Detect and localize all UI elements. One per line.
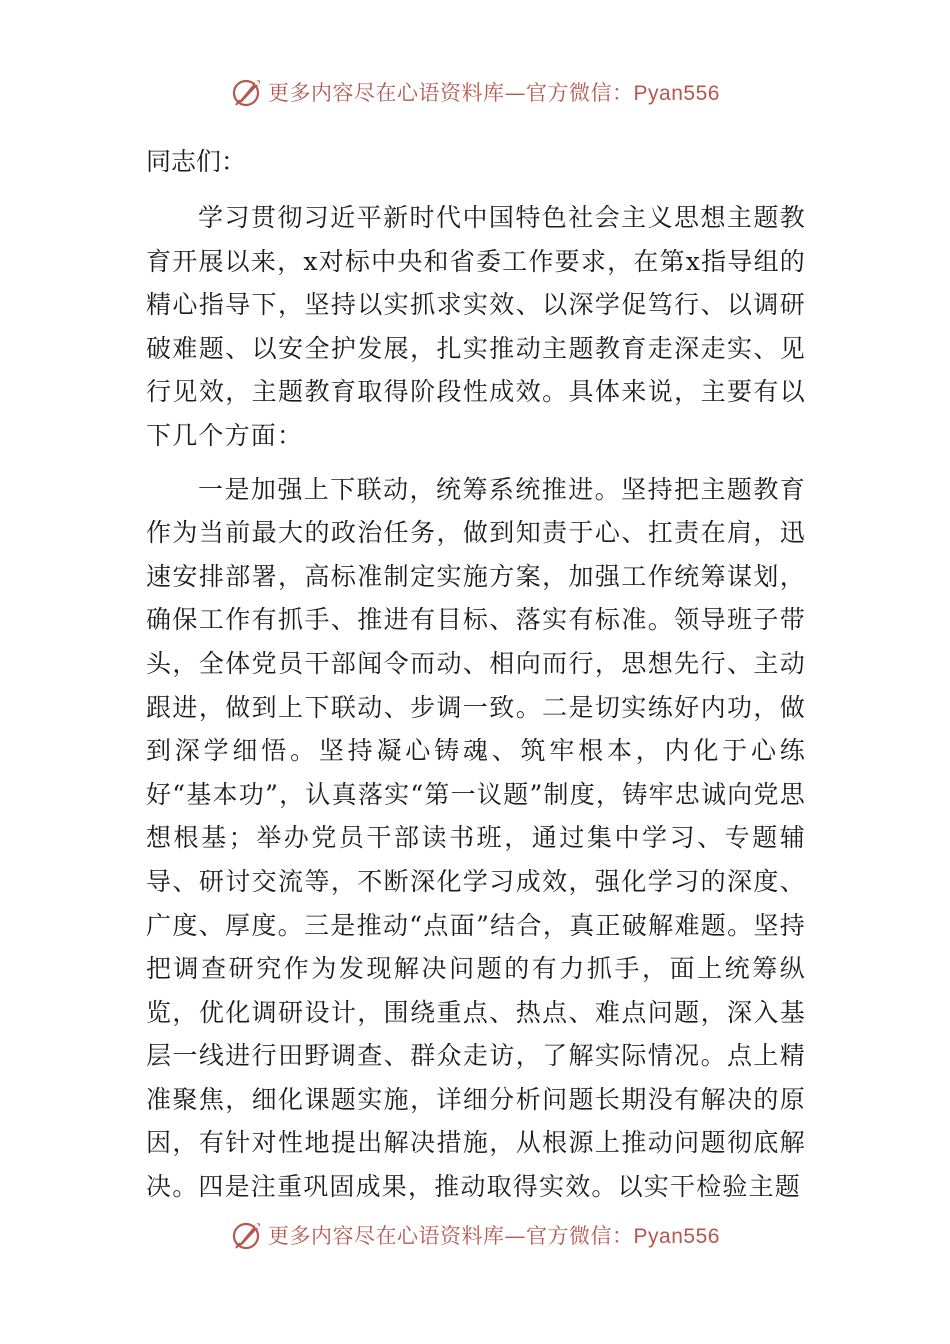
paragraph-main: 一是加强上下联动，统筹系统推进。坚持把主题教育作为当前最大的政治任务，做到知责于心、扛责在肩，迅速安排部署，高标准制定实施方案，加强工作统筹谋划，确保工作有抓手、推进有目标、落实有标准。领导班子带头，全体党员干部闻令而动、相向而行，思想先行、主动跟进，做到上下联动、步调一致。二是切实练好内功，做到深学细悟。坚持凝心铸魂、筑牢根本，内化于心练好“基本功”，认真落实“第一议题”制度，铸牢忠诚向党思想根基；举办党员干部读书班，通过集中学习、专题辅导、研讨交流等，不断深化学习成效，强化学习的深度、广度、厚度。三是推动“点面”结合，真正破解难题。坚持把调查研究作为发现解决问题的有力抓手，面上统筹纵览，优化调研设计，围绕重点、热点、难点问题，深入基层一线进行田野调查、群众走访，了解实际情况。点上精准聚焦，细化课题实施，详细分析问题长期没有解决的原因，有针对性地提出解决措施，从根源上推动问题彻底解决。四是注重巩固成果，推动取得实效。以实干检验主题: [146, 474, 806, 1202]
paragraph-intro: 学习贯彻习近平新时代中国特色社会主义思想主题教育开展以来，x对标中央和省委工作要求，在第x指导组的精心指导下，坚持以实抓求实效、以深学促笃行、以调研破难题、以安全护发展，扎实推动主题教育走深走实、见行见效，主题教育取得阶段性成效。具体来说，主要有以下几个方面：: [146, 203, 806, 450]
quill-pen-logo-icon: [230, 1218, 264, 1252]
salutation: 同志们：: [146, 147, 247, 176]
watermark-text: 更多内容尽在心语资料库—官方微信：Pyan556: [268, 81, 720, 105]
header-watermark: [0, 72, 950, 112]
footer-watermark: [0, 1215, 950, 1255]
document-body: [146, 142, 806, 1219]
quill-pen-logo-icon: [230, 75, 264, 109]
watermark-text: 更多内容尽在心语资料库—官方微信：Pyan556: [268, 1224, 720, 1248]
